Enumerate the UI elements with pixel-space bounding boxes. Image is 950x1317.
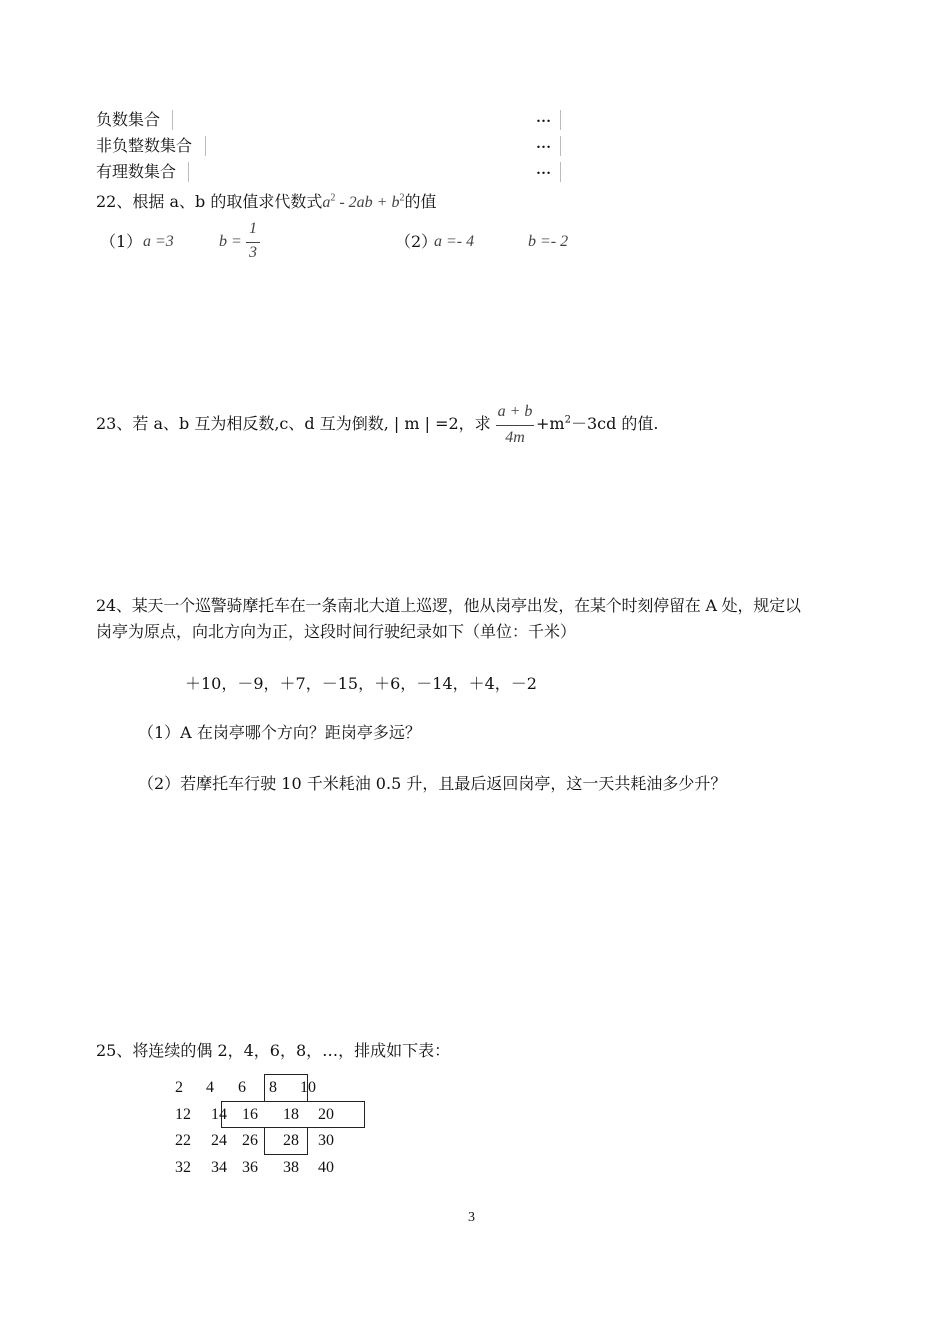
table-cell: 26: [242, 1132, 258, 1149]
q22-expr-a: a: [322, 194, 331, 211]
q23-prefix: 23、若 a、b 互为相反数,c、d 互为倒数, | m | =2，求: [96, 414, 491, 433]
table-cell: 4: [206, 1079, 214, 1096]
q22-sup-b: 2: [399, 192, 405, 204]
q22-sup-a: 2: [330, 192, 336, 204]
q23-frac-denominator: 4m: [505, 429, 525, 446]
q22-expr-b: b: [391, 194, 400, 211]
q22-expr-mid: - 2ab +: [335, 194, 392, 211]
table-cell: 6: [238, 1079, 246, 1096]
q23-suffix-a: +m: [536, 414, 565, 433]
q22-frac-denominator: 3: [249, 244, 257, 261]
rational-set-label: 有理数集合: [96, 162, 177, 181]
table-cell: 34: [211, 1159, 227, 1176]
q24-part1: （1）A 在岗亭哪个方向？距岗亭多远？: [138, 723, 421, 742]
q23-suffix: [536, 414, 659, 434]
table-cell: 32: [175, 1159, 191, 1176]
table-cell: 22: [175, 1132, 191, 1149]
q22-part2-a: a =- 4: [434, 233, 475, 250]
q22-part2-label: （2）: [395, 232, 438, 251]
table-cell: 20: [318, 1106, 334, 1123]
set-bracket-right: [560, 162, 561, 182]
q24-line1: 24、某天一个巡警骑摩托车在一条南北大道上巡逻，他从岗亭出发，在某个时刻停留在 A 处，规定以: [96, 596, 801, 615]
q22-stem: [96, 192, 436, 213]
q23-frac-numerator: a + b: [497, 403, 533, 420]
table-cell: 12: [175, 1106, 191, 1123]
set-bracket-left: [188, 162, 189, 182]
q23-suffix-b: －3cd 的值.: [570, 414, 659, 433]
q25-text: 25、将连续的偶 2，4，6，8，…，排成如下表：: [96, 1041, 451, 1060]
q24-part2: （2）若摩托车行驶 10 千米耗油 0.5 升，且最后返回岗亭，这一天共耗油多少升？: [138, 774, 727, 793]
cross-frame-middle: [221, 1101, 365, 1128]
table-cell: 30: [318, 1132, 334, 1149]
table-cell: 28: [283, 1132, 299, 1149]
ellipsis: …: [536, 162, 551, 178]
table-cell: 18: [283, 1106, 299, 1123]
q22-part2-b: b =- 2: [528, 233, 569, 250]
ellipsis: …: [536, 110, 551, 126]
table-cell: 36: [242, 1159, 258, 1176]
cross-frame-bottom: [264, 1127, 308, 1155]
q22-part1-b-lhs: b =: [219, 233, 242, 250]
set-bracket-right: [560, 136, 561, 156]
table-cell: 10: [300, 1079, 316, 1096]
q22-part1-a: a =3: [143, 233, 174, 250]
table-cell: 2: [175, 1079, 183, 1096]
q23-suffix-sup: 2: [564, 414, 571, 426]
q24-line2: 岗亭为原点，向北方向为正，这段时间行驶纪录如下（单位：千米）: [96, 622, 577, 641]
table-cell: 24: [211, 1132, 227, 1149]
q22-suffix: 的值: [404, 192, 437, 211]
q24-record: ＋10，－9，＋7，－15，＋6，－14，＋4，－2: [185, 674, 537, 693]
table-cell: 38: [283, 1159, 299, 1176]
table-cell: 8: [269, 1079, 277, 1096]
table-cell: 14: [211, 1106, 227, 1123]
set-bracket-right: [560, 110, 561, 130]
set-bracket-left: [172, 110, 173, 130]
fraction-bar: [246, 242, 260, 243]
fraction-bar: [496, 425, 534, 426]
negative-set-label: 负数集合: [96, 110, 161, 129]
nonneg-int-set-label: 非负整数集合: [96, 136, 193, 155]
ellipsis: …: [536, 136, 551, 152]
q22-frac-numerator: 1: [249, 220, 257, 237]
cross-frame-top: [264, 1074, 308, 1102]
table-cell: 40: [318, 1159, 334, 1176]
table-cell: 16: [242, 1106, 258, 1123]
set-bracket-left: [205, 136, 206, 156]
page-number: 3: [468, 1210, 475, 1225]
q22-prefix: 22、根据 a、b 的取值求代数式: [96, 192, 323, 211]
q22-part1-label: （1）: [100, 232, 143, 251]
